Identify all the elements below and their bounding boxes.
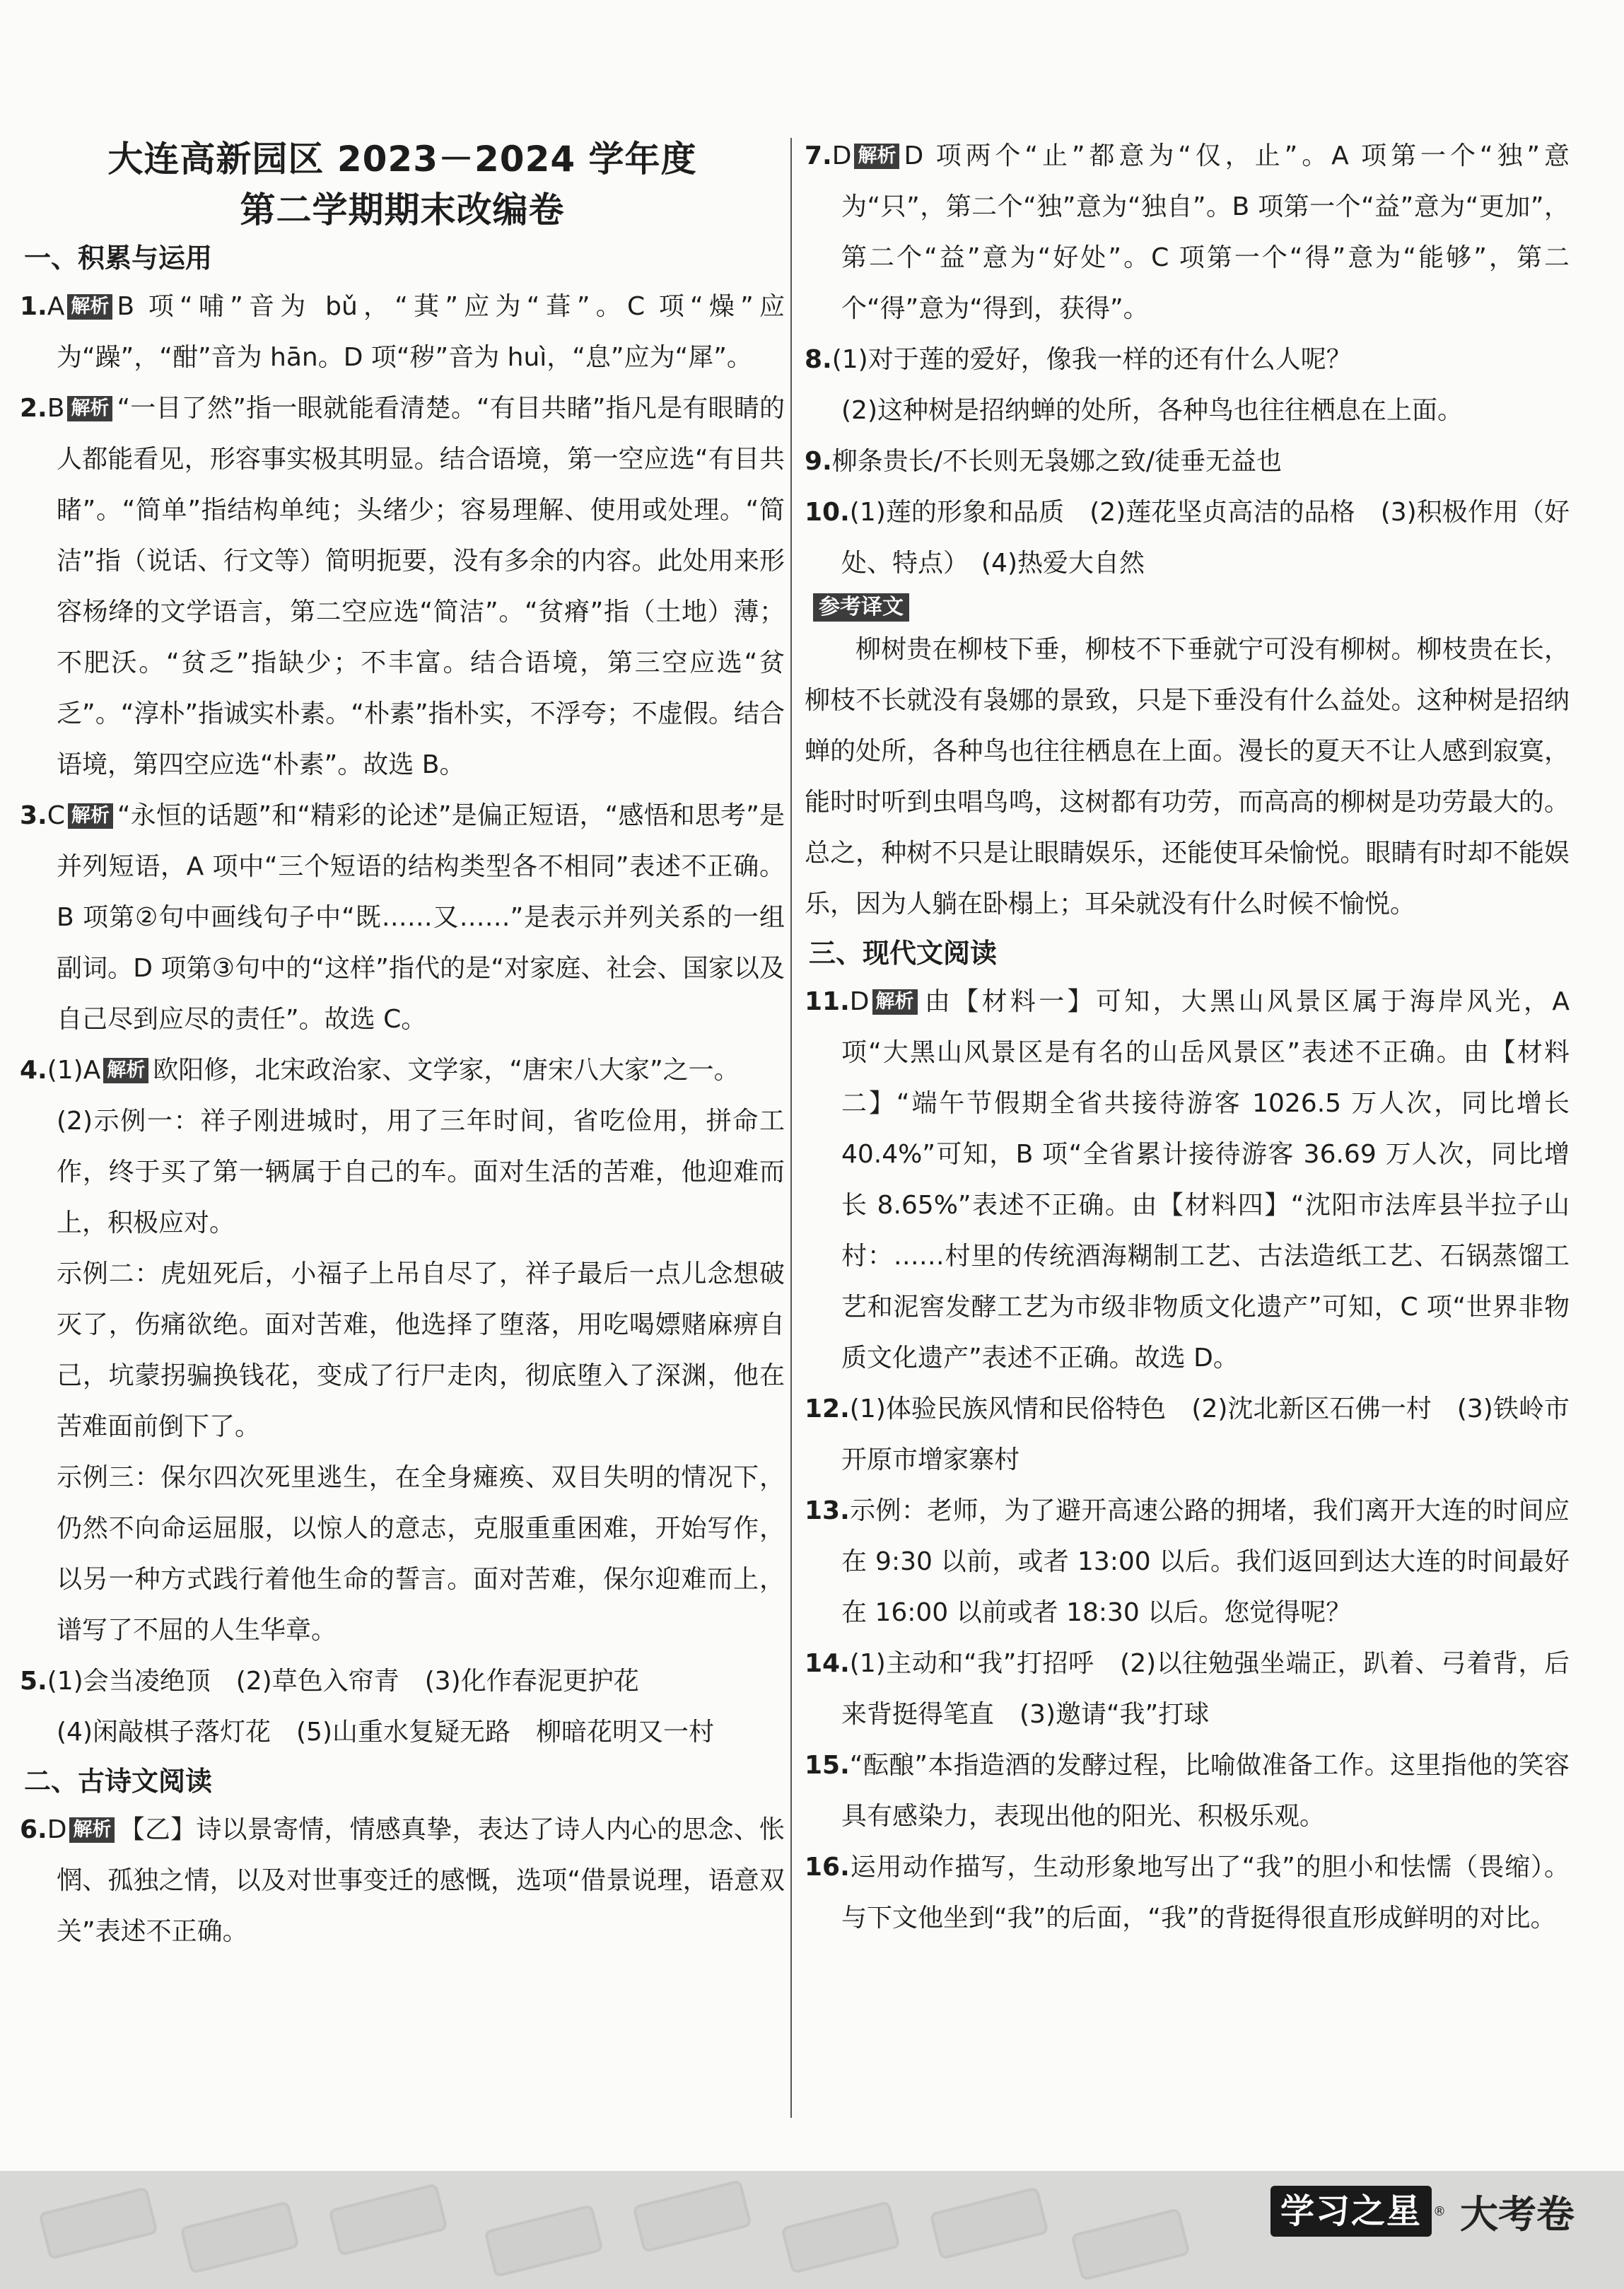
question-number: 1.: [20, 292, 47, 321]
column-divider: [790, 138, 792, 2118]
answer-2: [20, 383, 785, 791]
watermark-logo-icon: [781, 2201, 901, 2274]
question-number: 3.: [20, 801, 47, 830]
answer-text: (1)莲的形象和品质 (2)莲花坚贞高洁的品格 (3)积极作用（好处、特点） (4)热爱大自然: [841, 498, 1570, 578]
question-number: 11.: [805, 987, 850, 1016]
answer-text: B 项“哺”音为 bǔ，“萁”应为“葺”。C 项“燥”应为“躁”，“酣”音为 hān。D 项“秽”音为 huì，“息”应为“犀”。: [57, 292, 785, 372]
analysis-tag: 解析: [67, 396, 112, 421]
page-title-line2: 第二学期期末改编卷: [240, 190, 565, 231]
answer-4-example-2: 示例二：虎妞死后，小福子上吊自尽了，祥子最后一点儿念想破灭了，伤痛欲绝。面对苦难，他选择了堕落，用吃喝嫖赌麻痹自己，坑蒙拐骗换钱花，变成了行尸走肉，彻底堕入了深渊，他在苦难面前倒下了。: [57, 1259, 785, 1441]
analysis-tag: 解析: [103, 1058, 148, 1083]
answer-text: 运用动作描写，生动形象地写出了“我”的胆小和怯懦（畏缩）。与下文他坐到“我”的后面，“我”的背挺得很直形成鲜明的对比。: [841, 1853, 1570, 1933]
answer-text: (1)主动和“我”打招呼 (2)以往勉强坐端正，趴着、弓着背，后来背挺得笔直 (3)邀请“我”打球: [841, 1649, 1570, 1729]
analysis-tag: 解析: [872, 989, 918, 1015]
answer-4-example-1: (2)示例一：祥子刚进城时，用了三年时间，省吃俭用，拼命工作，终于买了第一辆属于自己的车。面对生活的苦难，他迎难而上，积极应对。: [57, 1107, 785, 1237]
question-number: 8.: [805, 345, 832, 374]
question-number: 5.: [20, 1667, 47, 1696]
answer-11: [805, 977, 1570, 1384]
watermark-logo-icon: [484, 2204, 604, 2278]
answer-text: “酝酿”本指造酒的发酵过程，比喻做准备工作。这里指他的笑容具有感染力，表现出他的阳光、积极乐观。: [841, 1751, 1570, 1831]
watermark-logo-icon: [38, 2186, 158, 2260]
answer-3: [20, 791, 785, 1045]
question-number: 2.: [20, 394, 47, 423]
watermark-logo-icon: [328, 2183, 448, 2256]
answer-10: [805, 487, 1570, 589]
answer-line: (1)会当凌绝顶 (2)草色入帘青 (3)化作春泥更护花: [47, 1667, 639, 1696]
answer-text: “一目了然”指一眼就能看清楚。“有目共睹”指凡是有眼睛的人都能看见，形容事实极其明显。结合语境，第一空应选“有目共睹”。“简单”指结构单纯；头绪少；容易理解、使用或处理。“简洁”指（说话、行文等）简明扼要，没有多余的内容。此处用来形容杨绛的文学语言，第二空应选“简洁”。“贫瘠”指（土地）薄；不肥沃。“贫乏”指缺少；不丰富。结合语境，第三空应选“贫乏”。“淳朴”指诚实朴素。“朴素”指朴实，不浮夸；不虚假。结合语境，第四空应选“朴素”。故选 B。: [57, 394, 785, 779]
answer-choice: D: [47, 1815, 67, 1844]
section-heading-2: 二、古诗文阅读: [24, 1766, 213, 1797]
answer-choice: C: [47, 801, 65, 830]
question-number: 10.: [805, 498, 850, 527]
answer-text: D 项两个“止”都意为“仅，止”。A 项第一个“独”意为“只”，第二个“独”意为“独自”。B 项第一个“益”意为“更加”，第二个“益”意为“好处”。C 项第一个“得”意为“能够”，第二个“得”意为“得到，获得”。: [841, 141, 1570, 323]
section-heading-1: 一、积累与运用: [24, 243, 213, 274]
answer-13: [805, 1486, 1570, 1638]
answer-choice: A: [47, 292, 65, 321]
left-column: [20, 134, 785, 1957]
question-number: 6.: [20, 1815, 47, 1844]
question-number: 4.: [20, 1056, 47, 1085]
answer-part1-prefix: (1)A: [47, 1056, 101, 1085]
answer-text: 【乙】诗以景寄情，情感真挚，表达了诗人内心的思念、怅惘、孤独之情，以及对世事变迁的感慨，选项“借景说理，语意双关”表述不正确。: [57, 1815, 785, 1946]
analysis-tag: 解析: [69, 1817, 115, 1843]
question-number: 14.: [805, 1649, 850, 1678]
brand-text: 大考卷: [1460, 2191, 1575, 2237]
answer-4: [20, 1045, 785, 1096]
answer-5: [20, 1656, 785, 1707]
answer-choice: D: [849, 987, 870, 1016]
analysis-tag: 解析: [854, 144, 899, 169]
answer-9: [805, 436, 1570, 487]
brand-mark: [1270, 2182, 1575, 2240]
question-number: 15.: [805, 1751, 850, 1780]
analysis-tag: 解析: [68, 803, 113, 829]
answer-12: [805, 1384, 1570, 1486]
brand-logo: 学习之星: [1270, 2186, 1432, 2237]
question-number: 12.: [805, 1394, 850, 1423]
reference-translation: 柳树贵在柳枝下垂，柳枝不下垂就宁可没有柳树。柳枝贵在长，柳枝不长就没有袅娜的景致，只是下垂没有什么益处。这种树是招纳蝉的处所，各种鸟也往往栖息在上面。漫长的夏天不让人感到寂寞，能时时听到虫唱鸟鸣，这树都有功劳，而高高的柳树是功劳最大的。总之，种树不只是让眼睛娱乐，还能使耳朵愉悦。眼睛有时却不能娱乐，因为人躺在卧榻上；耳朵就没有什么时候不愉悦。: [805, 635, 1570, 919]
watermark-logo-icon: [632, 2179, 752, 2253]
answer-1: [20, 281, 785, 383]
answer-6: [20, 1805, 785, 1957]
answer-line: (1)对于莲的爱好，像我一样的还有什么人呢？: [831, 345, 1352, 374]
question-number: 9.: [805, 447, 832, 476]
page-title-line1: 大连高新园区 2023－2024 学年度: [107, 139, 697, 180]
answer-8: [805, 334, 1570, 385]
answer-14: [805, 1638, 1570, 1740]
reference-translation-tag: 参考译文: [813, 593, 909, 622]
answer-text: “永恒的话题”和“精彩的论述”是偏正短语，“感悟和思考”是并列短语，A 项中“三个短语的结构类型各不相同”表述不正确。B 项第②句中画线句子中“既……又……”是表示并列关系的一组副词。D 项第③句中的“这样”指代的是“对家庭、社会、国家以及自己尽到应尽的责任”。故选 C。: [57, 801, 785, 1034]
answer-text: 柳条贵长/不长则无袅娜之致/徒垂无益也: [831, 447, 1282, 476]
answer-text: 示例：老师，为了避开高速公路的拥堵，我们离开大连的时间应在 9:30 以前，或者 13:00 以后。我们返回到达大连的时间最好在 16:00 以前或者 18:30 以后。您觉得呢？: [841, 1496, 1570, 1627]
answer-15: [805, 1740, 1570, 1842]
question-number: 13.: [805, 1496, 850, 1525]
answer-7: [805, 131, 1570, 334]
answer-choice: B: [47, 394, 65, 423]
question-number: 7.: [805, 141, 832, 170]
answer-4-example-3: 示例三：保尔四次死里逃生，在全身瘫痪、双目失明的情况下，仍然不向命运屈服，以惊人的意志，克服重重困难，开始写作，以另一种方式践行着他生命的誓言。面对苦难，保尔迎难而上，谱写了不屈的人生华章。: [57, 1463, 785, 1645]
right-column: [805, 131, 1570, 1944]
answer-16: [805, 1842, 1570, 1944]
section-heading-3: 三、现代文阅读: [809, 938, 998, 969]
watermark-logo-icon: [929, 2186, 1049, 2260]
watermark-logo-icon: [180, 2201, 300, 2274]
answer-8-line-2: (2)这种树是招纳蝉的处所，各种鸟也往往栖息在上面。: [841, 396, 1463, 425]
answer-choice: D: [831, 141, 852, 170]
registered-mark: ®: [1433, 2203, 1446, 2219]
answer-5-line-2: (4)闲敲棋子落灯花 (5)山重水复疑无路 柳暗花明又一村: [57, 1718, 714, 1747]
watermark-logo-icon: [1070, 2208, 1191, 2281]
analysis-tag: 解析: [67, 294, 112, 320]
answer-text: 欧阳修，北宋政治家、文学家，“唐宋八大家”之一。: [153, 1056, 740, 1085]
answer-text: (1)体验民族风情和民俗特色 (2)沈北新区石佛一村 (3)铁岭市开原市增家寨村: [841, 1394, 1570, 1474]
question-number: 16.: [805, 1853, 850, 1882]
answer-text: 由【材料一】可知，大黑山风景区属于海岸风光，A 项“大黑山风景区是有名的山岳风景区”表述不正确。由【材料二】“端午节假期全省共接待游客 1026.5 万人次，同比增长 40.4%”可知，B 项“全省累计接待游客 36.69 万人次，同比增长 8.65%”表述不正确。由【材料四】“沈阳市法库县半拉子山村：……村里的传统酒海糊制工艺、古法造纸工艺、石锅蒸馏工艺和泥窖发酵工艺为市级非物质文化遗产”可知，C 项“世界非物质文化遗产”表述不正确。故选 D。: [841, 987, 1570, 1373]
